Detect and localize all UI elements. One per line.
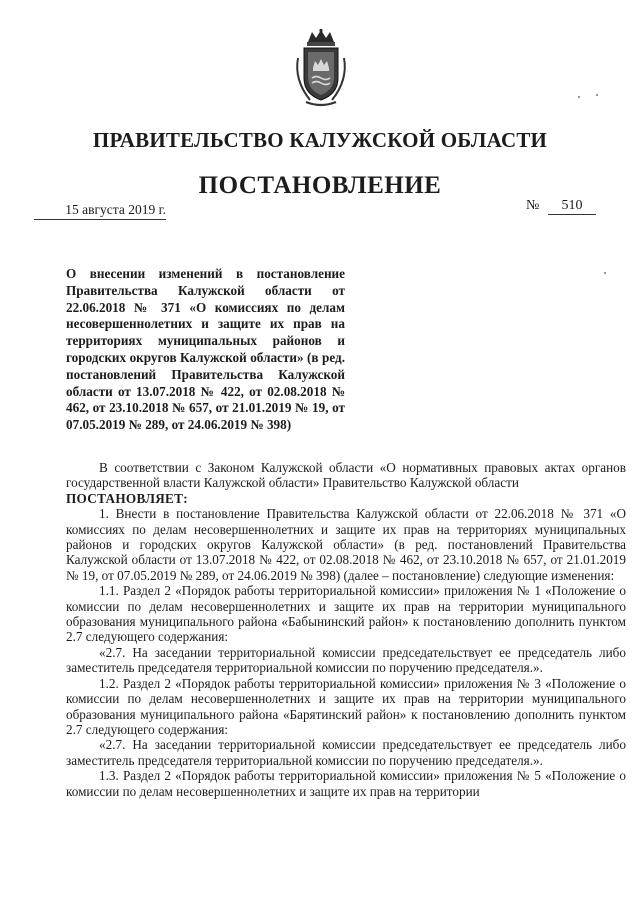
item-1-1-quote: «2.7. На заседании территориальной комиссии председательствует ее председатель либо заместитель председателя территориальной комиссии по поручению председателя.». bbox=[66, 644, 626, 676]
scan-speck bbox=[596, 94, 598, 96]
document-body bbox=[66, 460, 626, 799]
item-1-paragraph: 1. Внести в постановление Правительства Калужской области от 22.06.2018 № 371 «О комиссиях по делам несовершеннолетних и защите их прав на территориях муниципальных районов и городских округов Калужской области» (в ред. постановлений Правительства Калужской области от 13.07.2018 № 422, от 02.08.2018 № 462, от 23.10.2018 № 657, от 21.01.2019 № 19, от 07.05.2019 № 289, от 24.06.2019 № 398) (далее – постановление) следующие изменения: bbox=[66, 506, 626, 583]
government-title: ПРАВИТЕЛЬСТВО КАЛУЖСКОЙ ОБЛАСТИ bbox=[92, 128, 548, 152]
kaluga-coat-of-arms-icon bbox=[286, 28, 356, 108]
document-type-heading: ПОСТАНОВЛЕНИЕ bbox=[198, 172, 442, 199]
preamble-paragraph: В соответствии с Законом Калужской области «О нормативных правовых актах органов государственной власти Калужской области» Правительство Калужской области bbox=[66, 460, 626, 491]
item-1-2-quote: «2.7. На заседании территориальной комиссии председательствует ее председатель либо заместитель председателя территориальной комиссии по поручению председателя.». bbox=[66, 737, 626, 768]
item-1-3-paragraph: 1.3. Раздел 2 «Порядок работы территориальной комиссии» приложения № 5 «Положение о комиссии по делам несовершеннолетних и защите их прав на территории bbox=[66, 768, 626, 799]
scan-speck bbox=[604, 272, 606, 274]
number-value: 510 bbox=[548, 198, 596, 215]
document-subject: О внесении изменений в постановление Правительства Калужской области от 22.06.2018 № 371 «О комиссиях по делам несовершеннолетних и защите их прав на территориях муниципальных районов и городских округов Калужской области» (в ред. постановлений Правительства Калужской области от 13.07.2018 № 422, от 02.08.2018 № 462, от 23.10.2018 № 657, от 21.01.2019 № 19, от 07.05.2019 № 289, от 24.06.2019 № 398) bbox=[66, 266, 345, 433]
scan-speck bbox=[578, 96, 580, 98]
document-number bbox=[526, 198, 596, 215]
item-1-1-paragraph: 1.1. Раздел 2 «Порядок работы территориальной комиссии» приложения № 1 «Положение о комиссии по делам несовершеннолетних и защите их прав на территории муниципального образования муниципального района «Бабынинский район» к постановлению дополнить пунктом 2.7 следующего содержания: bbox=[66, 583, 626, 645]
number-sign: № bbox=[526, 198, 540, 213]
resolves-heading: ПОСТАНОВЛЯЕТ: bbox=[66, 490, 188, 506]
item-1-2-paragraph: 1.2. Раздел 2 «Порядок работы территориальной комиссии» приложения № 3 «Положение о комиссии по делам несовершеннолетних и защите их прав на территории муниципального образования муниципального района «Барятинский район» к постановлению дополнить пунктом 2.7 следующего содержания: bbox=[66, 675, 626, 737]
document-date: 15 августа 2019 г. bbox=[34, 202, 166, 220]
